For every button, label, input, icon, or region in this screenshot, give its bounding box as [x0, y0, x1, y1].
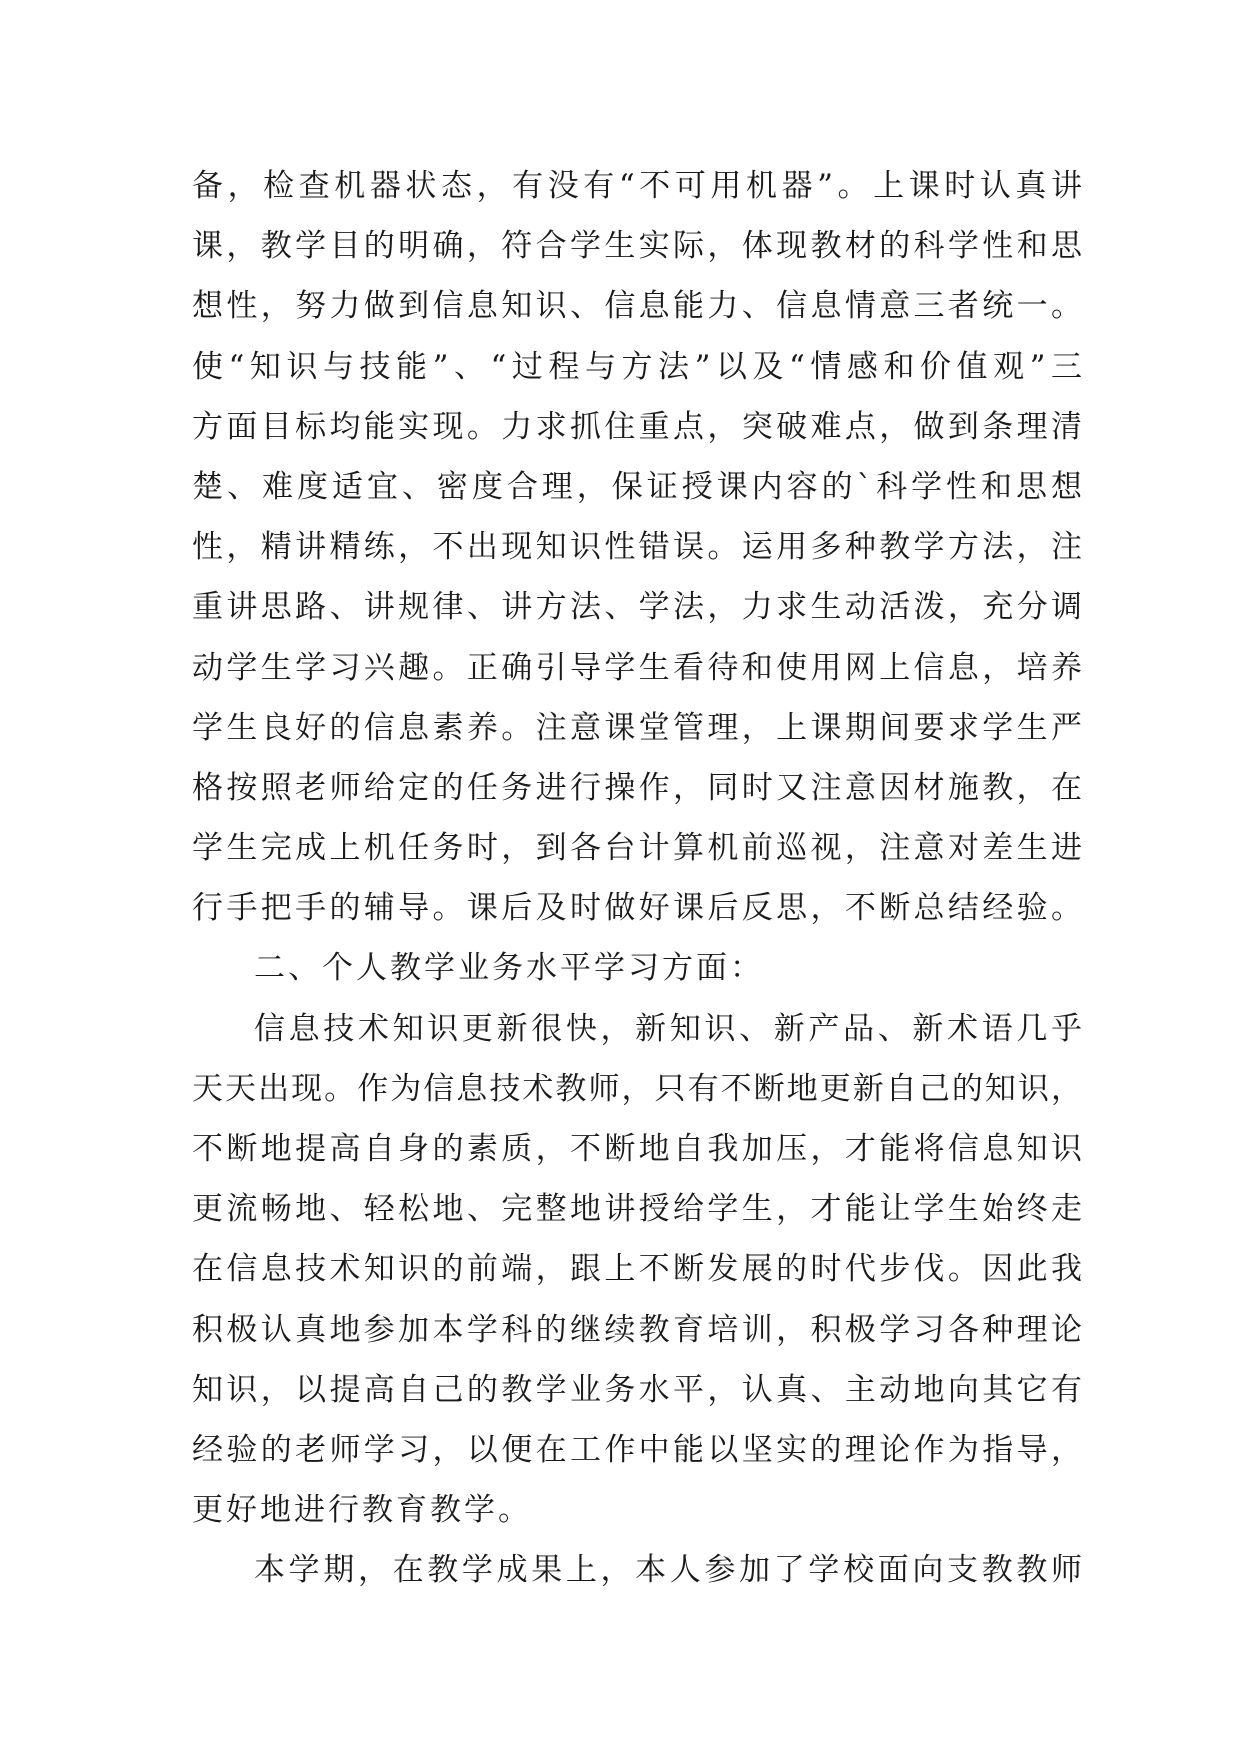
text-line: 二、个人教学业务水平学习方面： [254, 950, 764, 987]
text-line: 格按照老师给定的任务进行操作，同时又注意因材施教，在 [192, 769, 1082, 806]
text-line: 课，教学目的明确，符合学生实际，体现教材的科学性和思 [192, 228, 1082, 265]
text-line: 在信息技术知识的前端，跟上不断发展的时代步伐。因此我 [192, 1251, 1082, 1288]
text-line: 楚、难度适宜、密度合理，保证授课内容的`科学性和思想 [192, 468, 1082, 505]
text-line: 备，检查机器状态，有没有“不可用机器”。上课时认真讲 [192, 168, 1082, 204]
text-line: 学生完成上机任务时，到各台计算机前巡视，注意对差生进 [192, 830, 1082, 867]
text-line: 更好地进行教育教学。 [192, 1492, 532, 1529]
text-line: 方面目标均能实现。力求抓住重点，突破难点，做到条理清 [192, 408, 1082, 445]
text-line: 使“知识与技能”、“过程与方法”以及“情感和价值观”三 [192, 348, 1082, 385]
text-line: 行手把手的辅导。课后及时做好课后反思，不断总结经验。 [192, 890, 1082, 927]
text-line: 经验的老师学习，以便在工作中能以坚实的理论作为指导， [192, 1431, 1082, 1468]
text-line: 重讲思路、讲规律、讲方法、学法，力求生动活泼，充分调 [192, 589, 1082, 626]
text-line: 知识，以提高自己的教学业务水平，认真、主动地向其它有 [192, 1371, 1082, 1408]
text-line: 想性，努力做到信息知识、信息能力、信息情意三者统一。 [192, 288, 1082, 325]
text-line: 更流畅地、轻松地、完整地讲授给学生，才能让学生始终走 [192, 1191, 1082, 1228]
text-line: 动学生学习兴趣。正确引导学生看待和使用网上信息，培养 [192, 649, 1082, 686]
text-line: 积极认真地参加本学科的继续教育培训，积极学习各种理论 [192, 1311, 1082, 1348]
text-line: 不断地提高自身的素质，不断地自我加压，才能将信息知识 [192, 1131, 1082, 1167]
document-body [192, 156, 1082, 1601]
text-line: 信息技术知识更新很快，新知识、新产品、新术语几乎 [254, 1010, 1082, 1047]
text-line: 天天出现。作为信息技术教师，只有不断地更新自己的知识， [192, 1070, 1082, 1107]
text-line: 性，精讲精练，不出现知识性错误。运用多种教学方法，注 [192, 529, 1082, 566]
text-line: 学生良好的信息素养。注意课堂管理，上课期间要求学生严 [192, 709, 1082, 746]
text-line: 本学期，在教学成果上，本人参加了学校面向支教教师 [254, 1552, 1082, 1589]
